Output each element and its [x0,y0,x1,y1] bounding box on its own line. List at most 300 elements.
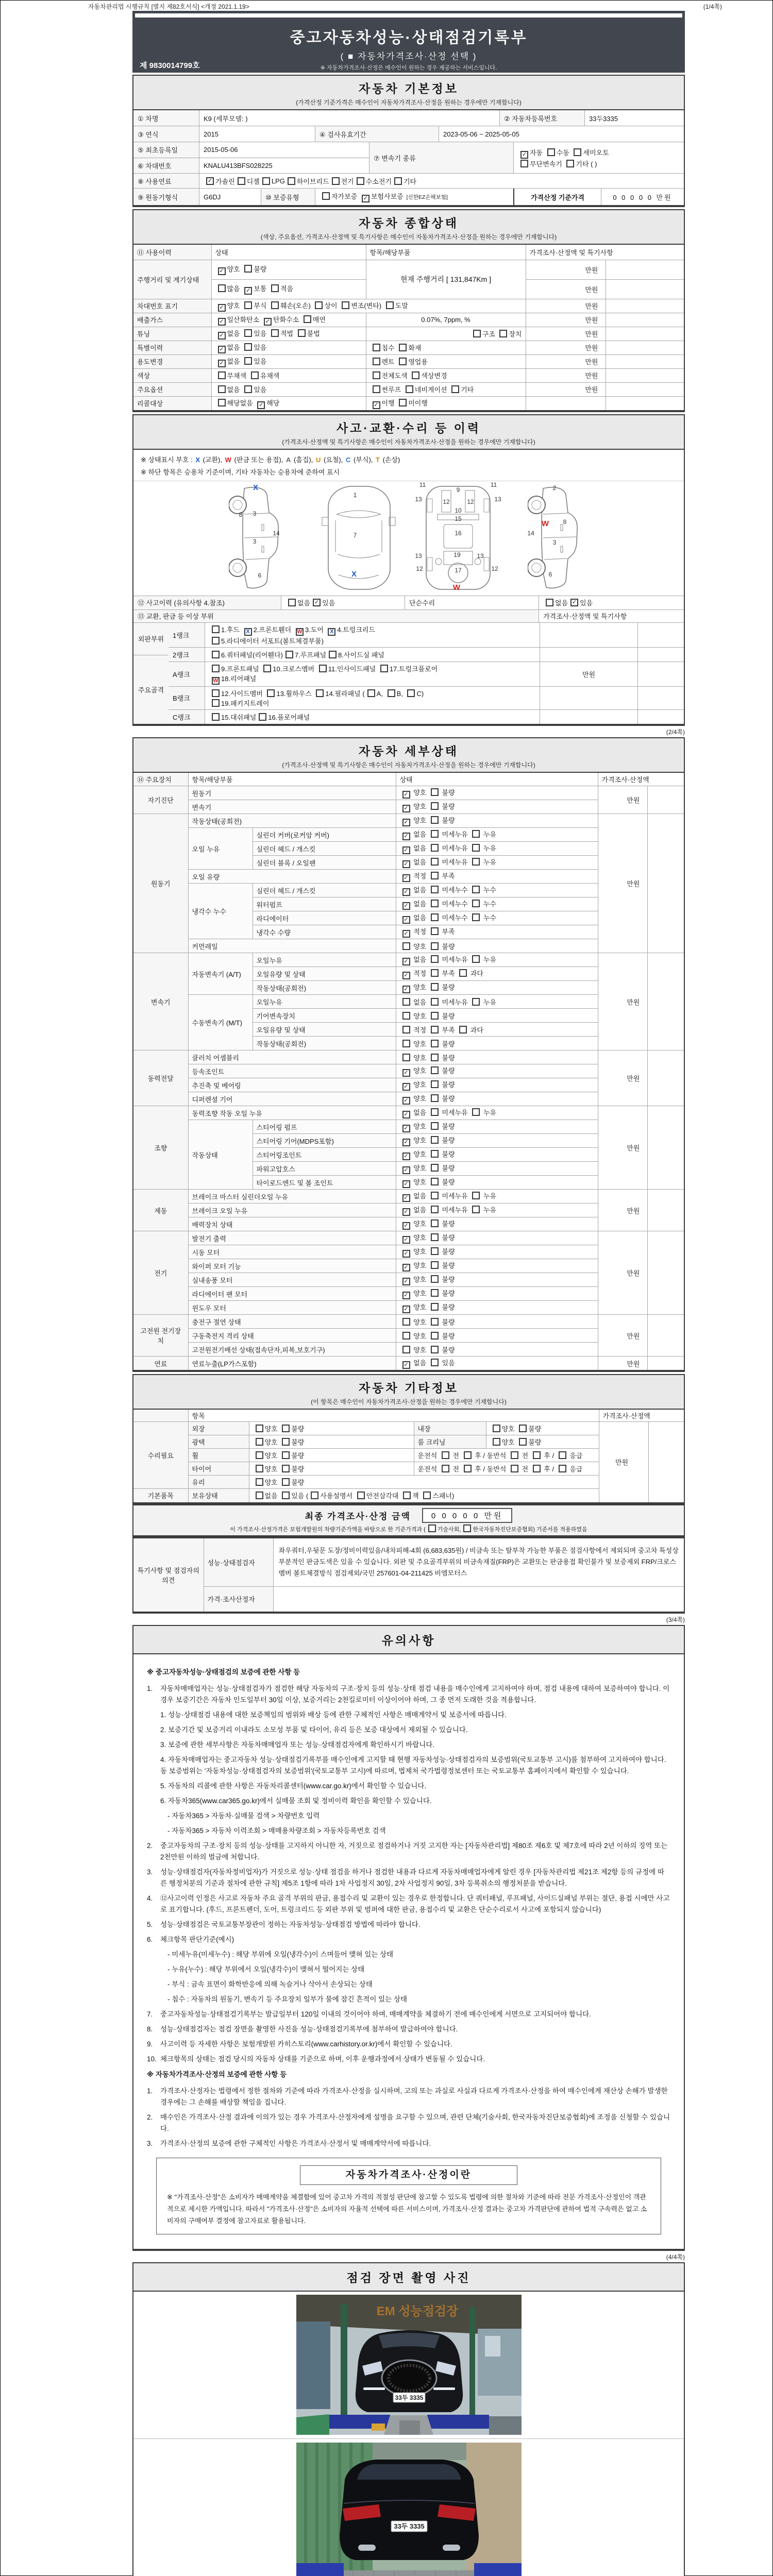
car-right-side-view [528,484,584,592]
rect-element [427,499,432,512]
rect-element [433,2387,455,2390]
notice-item [147,1934,670,1945]
page-marker-2: (2/4쪽) [666,728,685,736]
checkbox-empty [399,399,407,406]
notice-item [147,2054,670,2065]
checkbox-empty [431,830,439,838]
glass-label: 유리 [188,1476,249,1489]
checkbox-empty [259,713,266,721]
subitem-label: 스티어링 기어(MDPS포함) [253,1134,396,1148]
checkbox-empty [472,1206,480,1213]
checkbox-empty [499,330,507,337]
wheel-positions: 운전석 전 후 / 동반석 전 후 / 응급 [414,1449,599,1462]
mark-legend-2: ※ 하단 항목은 승용차 기준이며, 기타 자동차는 승용차에 준하여 표시 [141,468,340,476]
state-cell: ✓ 없음 미세누수 누수 [396,884,598,897]
section-overall-subtitle: (색상, 주요옵션, 가격조사·산정액 및 특기사항은 매수인이 자동차가격조사·산정을 원하는 경우에만 기재합니다) [260,233,557,241]
checkbox-empty [319,665,327,672]
span-element: 사고이력 등 자세한 사항은 보험개발원 카히스토리(www.carhistory.or.kr)에서 확인할 수 있습니다. [160,2040,452,2048]
checkbox-empty [472,886,480,893]
checkbox-empty [431,1150,439,1158]
basic-items-label: 기본품목 [133,1489,188,1503]
panel-number: 14 [527,529,534,537]
checkbox-empty [322,192,330,200]
document-column [132,11,685,2576]
section-overall-title: 자동차 종합상태 [359,216,459,230]
checkbox-empty [263,665,271,672]
table-row [133,368,684,382]
subitem-label: 오일누유 [253,953,396,967]
price-cell [540,623,637,647]
blank-cell [133,1409,188,1422]
model-year-label: ③ 연식 [133,126,199,142]
checkbox-empty [431,927,439,935]
page-marker-3: (3/4쪽) [666,1616,685,1623]
checkbox-empty [406,385,413,393]
table-row [133,260,684,279]
checkbox-empty [533,1465,541,1472]
price-cell: 만원 [526,341,606,354]
price-cell: 만원 [598,1315,647,1357]
state-cell: ✓ 양호 불량 [396,1134,598,1148]
checkbox-empty [472,998,480,1006]
checkbox-exchange: X [328,628,335,636]
panel-number: 12 [416,565,423,572]
photos-body [132,2291,685,2576]
rank-rows [169,623,684,724]
checkbox-empty [282,1451,290,1459]
final-price-note: 이 가격조사·산정가격은 보험개발원의 차량기준가액을 바탕으로 한 기준가격과 ( 기술사회, 한국자동차진단보증협회) 기준서를 적용하였음 [133,1524,684,1533]
state-cell: ✓ 적정 부족 과다 [396,967,598,981]
price-cell: 만원 [526,327,606,341]
col-item: 항목/해당부품 [188,772,396,786]
checkbox-checked: ✓ [402,888,410,896]
section-etc-title: 자동차 기타정보 [359,1381,459,1395]
notice-line: 5. 자동차의 리콜에 관한 사항은 자동차리콜센터(www.car.go.kr)에서 확인할 수 있습니다. [160,1782,427,1790]
circle-element [229,559,246,577]
checkbox-empty [431,1094,439,1102]
span-element: 중고자동차의 구조·장치 등의 성능·상태를 고지하지 아니한 자, 거짓으로 점검하거나 거짓 고지한 자는 [자동차관리법] 제80조 제6호 및 제7호에 따라 2년 이하의 징역 또는 2천만원 이하의 벌금에 처합니다. [160,1841,668,1861]
checkbox-empty [212,637,220,645]
item-label: 시동 모터 [188,1245,396,1259]
checkbox-empty [399,344,407,351]
checkbox-empty [402,1346,410,1353]
span-element: ⑫사고이력 인정은 사고로 자동차 주요 골격 부위의 판금, 용접수리 및 교환이 있는 경우로 한정합니다. 단 쿼터패널, 루프패널, 사이드실패널 부위는 절단, 용접 시에만 사고로 표기합니다. (후드, 프론트펜더, 도어, 트렁크리드 등 외판 부위 및 범퍼에 대한 판금, 용접수리 및 교환은 단순수리로서 사고에 포함되지 않습니다) [160,1894,670,1913]
section-photos-header [132,2262,685,2291]
state-cell: ✓ 양호 불량 [396,800,598,814]
checkbox-empty [256,1492,263,1499]
checkbox-checked: ✓ [218,346,226,353]
emission-label: 배출가스 [133,313,211,327]
item-label: 등속조인트 [188,1064,396,1078]
panel-number: 17 [455,566,462,574]
polish-state: 양호 불량 [249,1435,414,1449]
left-stack [133,142,369,173]
notice-body [132,1653,685,2251]
panel-number: 10 [455,506,462,514]
checkbox-empty [373,385,380,393]
report-title: 중고자동차성능·상태점검기록부 [290,29,528,46]
page-meta [88,2,722,11]
checkbox-empty [218,284,226,292]
price-cell [540,687,637,709]
panel-number: 9 [456,486,460,494]
page-marker-1: (1/4쪽) [703,3,722,10]
g-element [340,2460,479,2560]
checkbox-checked: ✓ [402,874,410,882]
checkbox-empty [267,689,275,697]
checkbox-empty [431,1164,439,1172]
span-element: 1. [147,1684,153,1692]
span-element: 자동차매매업자는 성능·상태점검자가 점검한 해당 자동차의 구조·장치 등의 성능·상태 점검 내용을 매수인에게 고지하여야 하며, 점검 내용에 대하여 보증하여야 합니다. 이 경우 보증기간은 자동차 인도일부터 30일 이상, 보증거리는 2천킬로미터 이상이어야 하며, 그 중 먼저 도래한 것을 적용합니다. [160,1684,670,1704]
state-cell: ✓ 없음 미세누유 누유 [396,828,598,842]
item-label: 발전기 출력 [188,1231,396,1245]
checkbox-weld: W [296,628,304,636]
checkbox-empty [218,399,226,406]
checkbox-checked: ✓ [402,1208,410,1216]
color-item: 전체도색 색상변경 [366,368,526,382]
panel-number: 12 [443,498,450,505]
checkbox-empty [559,1451,566,1459]
checkbox-empty [431,872,439,879]
item-label: 커먼레일 [188,939,396,953]
checkbox-checked: ✓ [402,986,410,993]
report-header [132,11,685,73]
path-element [335,520,382,552]
path-element [338,554,380,558]
notice-item [147,1919,670,1930]
interior-state: 양호 불량 [486,1422,599,1435]
mileage-label: 주행거리 및 계기상태 [133,260,211,299]
section-photos-title: 점검 장면 촬영 사진 [346,2270,471,2284]
checkbox-empty [316,689,324,697]
transmission-label: ⑦ 변속기 종류 [369,142,513,173]
table-row [133,354,684,368]
panel-number: 13 [415,552,422,560]
options-item: 썬루프 네비게이션 기타 [366,382,526,396]
checkbox-empty [431,1178,439,1185]
span-element: 6. [147,1935,153,1943]
checkbox-checked: ✓ [402,1278,410,1285]
note-cell [606,341,684,354]
checkbox-empty [271,329,279,337]
exchange-price-header: 가격조사·산정액 및 특기사항 [539,610,684,622]
base-price-label: 가격산정 기준가격 [513,189,601,205]
checkbox-checked: ✓ [257,401,265,409]
path-element [357,2464,461,2480]
inspection-period-label: ④ 검사유효기간 [315,126,439,142]
checkbox-checked: ✓ [402,1139,410,1146]
b-element: W [225,455,231,464]
photo-divider [133,2438,684,2439]
checkbox-checked: ✓ [402,1180,410,1188]
section-detail-header [132,737,685,772]
vin-label: ⑥ 차대번호 [133,158,199,174]
state-cell: ✓ 양호 불량 [396,1301,598,1315]
checkbox-empty [431,1080,439,1088]
price-definition-text: ※ "가격조사·산정"은 소비자가 매매계약을 체결함에 있어 중고차 가격의 적절성 판단에 참고할 수 있도록 법령에 의한 절차와 기준에 따라 전문 가격조사·산정인이 객관적으로 제시한 가액입니다. 따라서 "가격조사·산정"은 소비자의 자율적 선택에 따른 서비스이며, 가격조사·산정 결과는 중고차 가격판단에 관하여 법적 구속력은 없고 소비자의 구매여부 결정에 참고자료로 활용됩니다. [167,2193,647,2225]
col-price: 가격조사·산정액 및 특기사항 [526,244,684,260]
checkbox-empty [431,900,439,907]
span-element: 중고자동차성능·상태점검기록부는 발급일부터 120일 이내의 것이어야 하며, 매매계약을 체결하기 전에 매수인에게 서면으로 고지되어야 합니다. [160,2010,591,2018]
checkbox-empty [380,665,388,672]
special-history-state: ✓ 없음 있음 [211,341,366,354]
checkbox-checked: ✓ [402,833,410,840]
col-price: 가격조사·산정액 [599,1409,684,1422]
first-reg-label: ⑤ 최초등록일 [133,142,199,158]
vin-mark-state: ✓ 양호 부식 훼손(오손) 상이 변조(변타) 도말 [211,299,526,313]
device-group: 전기 [133,1231,188,1315]
color-state: 무채색 유채색 [211,368,366,382]
circle-element [528,559,545,577]
checkbox-checked: ✓ [362,195,369,202]
table-row [133,1422,684,1435]
car-damage-diagram [133,481,684,596]
device-group: 연료 [133,1357,188,1371]
checkbox-empty [431,1066,439,1074]
notice-line: ※ 자동차가격조사·산정의 보증에 관한 사항 등 [147,2070,287,2078]
checkbox-empty [342,301,349,309]
checkbox-empty [431,1206,439,1213]
subitem-label: 냉각수 수량 [253,925,396,939]
checkbox-empty [431,816,439,824]
price-cell: 만원 [598,1190,647,1231]
accident-history-state: 없음 ✓ 있음 [281,596,405,609]
note-cell [637,687,684,709]
emission-values: 0.07%, 7ppm, % [366,313,526,327]
section-etc-subtitle: (이 항목은 매수인이 자동차가격조사·산정을 원하는 경우에만 기재합니다) [311,1398,507,1405]
state-cell: 양호 불량 [396,1009,598,1023]
recall-label: 리콜대상 [133,396,211,411]
price-definition-title: 자동차가격조사·산정이란 [300,2165,517,2185]
document-number: 제 9830014799호 [140,61,200,70]
table-row [169,662,684,687]
state-cell: ✓ 양호 불량 [396,981,598,995]
form-reference: 자동차관리법 시행규칙 [별지 제82호서식] <개정 2021.1.19> [88,3,249,10]
options-state: 없음 있음 [211,382,366,396]
span-element: 성능·상태점검자(자동차정비업자)가 거짓으로 성능·상태 점검을 하거나 점검한 내용과 다르게 자동차매매업자에게 알린 경우 [자동차관리법 제21조 제2항 등의 규정에 따른 행정처분의 기준과 절차에 관한 규칙] 제5조 1항에 따라 1차 사업정지 30일, 2차 사업정지 90일, 3차 등록취소의 행정처분을 받습니다. [160,1868,665,1887]
checkbox-empty [472,900,480,907]
table-row [169,648,684,662]
state-cell: ✓ 없음 미세누유 누유 [396,1204,598,1217]
checkbox-empty [244,357,252,365]
subitem-label: 파워고압호스 [253,1162,396,1176]
panel-number: 11 [490,481,497,488]
usage-change-state: ✓ 없음 있음 [211,354,366,368]
span-element: 5. [147,1920,153,1928]
base-price-value: 0 0 0 0 0 만원 [601,189,684,205]
rect-element [358,2545,376,2551]
checkbox-checked: ✓ [402,860,410,868]
report-note: ※ 자동차가격조사·산정은 매수인이 원하는 경우 제공하는 서비스입니다. [320,65,497,71]
table-header-row [133,244,684,260]
appraiser-label: 가격·조사산정자 [204,1587,273,1613]
checkbox-empty [574,148,581,156]
path-element [379,2333,440,2348]
state-cell: ✓ 양호 불량 [396,786,598,800]
interior-label: 내장 [414,1422,486,1435]
state-cell: ✓ 양호 불량 [396,814,598,828]
tbody-element [133,1409,684,1503]
panel-number: 3 [253,510,257,517]
vin-value: KNALU413BFS028225 [199,158,369,174]
checkbox-empty [402,942,410,950]
checkbox-empty [373,371,380,379]
checkbox-empty [407,689,415,697]
detail-row [133,1190,684,1204]
div-element [133,1508,684,1523]
checkbox-empty [431,1332,439,1340]
table-row [133,1587,684,1613]
checkbox-empty [386,301,394,309]
note-cell [647,786,684,814]
col-price: 가격조사·산정액 [598,772,684,786]
tire-positions: 운전석 전 후 / 동반석 전 후 / 응급 [414,1462,599,1476]
appraiser-remarks [273,1587,684,1613]
glass-state: 양호 불량 [249,1476,599,1489]
subitem-label: 기어변속장치 [253,1009,396,1023]
checkbox-empty [357,1492,365,1499]
note-cell [637,710,684,724]
note-cell [637,662,684,686]
report-subtitle: ( ■ 자동차가격조사·산정 선택 ) [340,52,477,61]
checkbox-empty [463,1524,471,1532]
rect-element [363,2387,385,2390]
state-cell: ✓ 없음 미세누유 누유 [396,842,598,856]
wheel-state: 양호 불량 [249,1449,414,1462]
checkbox-empty [423,1492,431,1499]
final-price-label: 최종 가격조사·산정 금액 [305,1511,411,1521]
basic-info-table [132,109,685,207]
checkbox-empty [244,301,252,309]
notice-line: - 부식 : 금속 표면이 화학반응에 의해 녹슬거나 삭아서 손상되는 상태 [167,1980,373,1988]
state-cell: 양호 불량 [396,1037,598,1050]
checkbox-empty [256,1438,263,1446]
state-cell: ✓ 양호 불량 [396,1162,598,1176]
note-cell [606,313,684,327]
device-group: 자기진단 [133,786,188,814]
emission-state: ✓ 일산화탄소 ✓ 탄화수소 매연 [211,313,366,327]
rankB-items-a: 12.사이드멤버 13.휠하우스 14.필라패널 ( A, B, C) [209,688,424,698]
checkbox-checked: ✓ [402,1264,410,1272]
checkbox-empty [547,148,555,156]
checkbox-weld: W [212,677,220,685]
checkbox-empty [451,385,459,393]
item-label: 동력조향 작동 오일 누유 [188,1106,396,1120]
notice-item [147,2039,670,2050]
tire-state: 양호 불량 [249,1462,414,1476]
section-basic-header [132,75,685,109]
checkbox-empty [431,802,439,810]
checkbox-checked: ✓ [402,1069,410,1077]
checkbox-empty [212,625,220,633]
inspection-photo-front [296,2295,522,2435]
span-element: 1. [147,2087,153,2095]
reg-no-label: ② 자동차등록번호 [499,110,584,126]
checkbox-empty [472,844,480,852]
fuel-label: ⑧ 사용연료 [133,174,199,188]
checkbox-empty [256,1478,263,1486]
checkbox-empty [238,177,245,185]
exchange-header-row [133,609,684,622]
rect-element [296,2563,344,2576]
checkbox-empty [244,265,252,273]
tbody-element [133,244,684,411]
note-cell [647,1357,684,1371]
checkbox-empty [282,1478,290,1486]
table-row [169,710,684,724]
subitem-label: 오일유량 및 상태 [253,1023,396,1037]
state-cell: ✓ 양호 불량 [396,1231,598,1245]
note-cell [647,1106,684,1190]
span-element: 성능·상태점검은 국토교통부장관이 정하는 자동차성능·상태점검 방법에 따라야 합니다. [160,1920,421,1928]
checkbox-empty [472,1108,480,1116]
span-element: 가격조사·산정의 보증에 관한 구체적인 사항은 가격조사·산정서 및 매매계약서에 따릅니다. [160,2139,431,2147]
panel-number: 15 [455,515,462,522]
rect-element [485,2336,500,2357]
checkbox-empty [472,955,480,963]
polish-label: 광택 [188,1435,249,1449]
rankA-items-a: 9.프론트패널 10.크로스멤버 11.인사이드패널 17.트렁크플로어 [209,664,438,673]
checkbox-empty [431,1318,439,1326]
b-element: A [285,455,291,464]
wheel-label: 휠 [188,1449,249,1462]
special-history-label: 특별이력 [133,341,211,354]
device-group: 원동기 [133,814,188,953]
section-detail-title: 자동차 세부상태 [359,744,459,758]
state-cell: ✓ 양호 불량 [396,1176,598,1190]
roomcleaning-state: 양호 불량 [486,1435,599,1449]
checkbox-empty [212,651,220,658]
tuning-item: 구조 장치 [366,327,526,341]
notice-item [147,2009,670,2020]
price-cell: 만원 [598,786,647,814]
rect-element [341,2304,347,2428]
checkbox-checked: ✓ [218,304,226,312]
rect-element [489,2416,522,2435]
section-notice-header [132,1625,685,1653]
checkbox-empty [402,998,410,1006]
checkbox-checked: ✓ [402,1194,410,1202]
checkbox-empty [431,1136,439,1144]
simple-repair-state: 없음 ✓ 있음 [539,596,684,609]
table-row [133,110,684,126]
color-label: 색상 [133,368,211,382]
rect-element [262,546,264,552]
exchange-label: ⑬ 교환, 판금 등 이상 부위 [133,610,539,622]
checkbox-empty [431,1275,439,1283]
state-cell: ✓ 양호 불량 [396,1092,598,1106]
checkbox-checked: ✓ [402,972,410,979]
panel-number: 12 [467,498,474,505]
checkbox-empty [288,177,295,185]
notice-item [147,2112,670,2134]
panel-number: 12 [491,565,498,572]
notice-line: 3. 보증에 관한 세부사항은 자동차매매업자 또는 성능·상태점검자에게 확인하시기 바랍니다. [160,1740,435,1749]
checkbox-checked: ✓ [402,958,410,965]
g-element [355,2330,462,2412]
checkbox-checked: ✓ [244,287,252,295]
rect-element [427,557,432,571]
checkbox-empty [559,1465,566,1472]
accident-history-label: ⑫ 사고이력 (유의사항 4.참조) [133,596,281,609]
frame-group-label: 주요골격 [133,655,169,724]
checkbox-empty [403,1492,411,1499]
span-element: 2. [147,1841,153,1850]
item-label: 변속기 [188,800,396,814]
subitem-label: 작동상태(공회전) [253,981,396,995]
subitem-label: 오일유량 및 상태 [253,967,396,981]
panel-number: 8 [563,518,567,526]
